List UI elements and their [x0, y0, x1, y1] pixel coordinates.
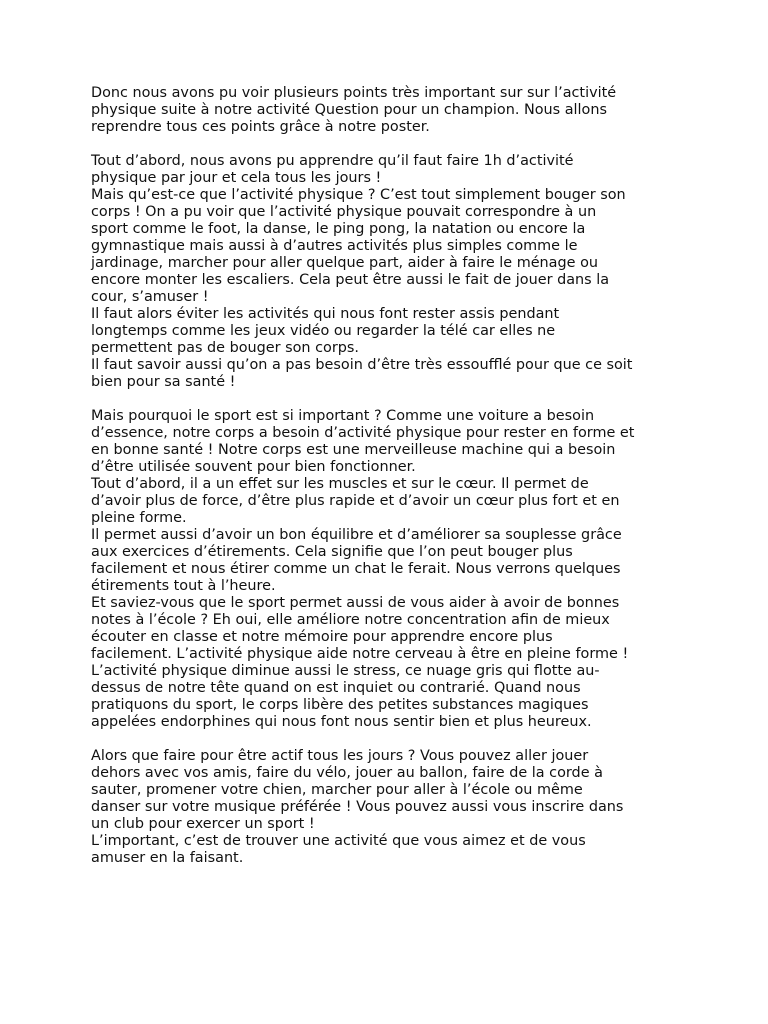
text-line: physique suite à notre activité Question pour un champion. Nous allons: [91, 102, 607, 118]
text-line: pleine forme.: [91, 510, 187, 526]
text-line: jardinage, marcher pour aller quelque part, aider à faire le ménage ou: [91, 255, 598, 271]
text-line: Alors que faire pour être actif tous les jours ? Vous pouvez aller jouer: [91, 748, 589, 764]
text-line: reprendre tous ces points grâce à notre poster.: [91, 119, 430, 135]
text-line: dehors avec vos amis, faire du vélo, jouer au ballon, faire de la corde à: [91, 765, 603, 781]
text-line: sauter, promener votre chien, marcher pour aller à l’école ou même: [91, 782, 583, 798]
text-line: notes à l’école ? Eh oui, elle améliore notre concentration afin de mieux: [91, 612, 610, 628]
text-line: Tout d’abord, il a un effet sur les muscles et sur le cœur. Il permet de: [91, 476, 589, 492]
text-line: facilement et nous étirer comme un chat le ferait. Nous verrons quelques: [91, 561, 621, 577]
text-line: Il permet aussi d’avoir un bon équilibre et d’améliorer sa souplesse grâce: [91, 527, 622, 543]
text-line: appelées endorphines qui nous font nous sentir bien et plus heureux.: [91, 714, 592, 730]
text-line: d’être utilisée souvent pour bien fonctionner.: [91, 459, 416, 475]
text-line: physique par jour et cela tous les jours !: [91, 170, 382, 186]
document-body: [91, 85, 691, 867]
text-line: danser sur votre musique préférée ! Vous pouvez aussi vous inscrire dans: [91, 799, 624, 815]
text-line: Mais qu’est-ce que l’activité physique ? C’est tout simplement bouger son: [91, 187, 626, 203]
text-line: L’activité physique diminue aussi le stress, ce nuage gris qui flotte au-: [91, 663, 600, 679]
paragraph: [91, 408, 691, 731]
paragraph: [91, 153, 691, 391]
paragraph: [91, 85, 691, 136]
text-line: encore monter les escaliers. Cela peut être aussi le fait de jouer dans la: [91, 272, 610, 288]
text-line: permettent pas de bouger son corps.: [91, 340, 359, 356]
text-line: Il faut alors éviter les activités qui nous font rester assis pendant: [91, 306, 560, 322]
text-line: étirements tout à l’heure.: [91, 578, 276, 594]
text-line: d’essence, notre corps a besoin d’activité physique pour rester en forme et: [91, 425, 635, 441]
text-line: dessus de notre tête quand on est inquiet ou contrarié. Quand nous: [91, 680, 581, 696]
text-line: facilement. L’activité physique aide notre cerveau à être en pleine forme !: [91, 646, 629, 662]
text-line: écouter en classe et notre mémoire pour apprendre encore plus: [91, 629, 553, 645]
text-line: Il faut savoir aussi qu’on a pas besoin d’être très essoufflé pour que ce soit: [91, 357, 633, 373]
text-line: longtemps comme les jeux vidéo ou regarder la télé car elles ne: [91, 323, 556, 339]
text-line: en bonne santé ! Notre corps est une merveilleuse machine qui a besoin: [91, 442, 616, 458]
text-line: d’avoir plus de force, d’être plus rapide et d’avoir un cœur plus fort et en: [91, 493, 620, 509]
text-line: pratiquons du sport, le corps libère des petites substances magiques: [91, 697, 589, 713]
text-line: Et saviez-vous que le sport permet aussi de vous aider à avoir de bonnes: [91, 595, 620, 611]
text-line: bien pour sa santé !: [91, 374, 236, 390]
text-line: corps ! On a pu voir que l’activité physique pouvait correspondre à un: [91, 204, 597, 220]
text-line: sport comme le foot, la danse, le ping pong, la natation ou encore la: [91, 221, 586, 237]
text-line: aux exercices d’étirements. Cela signifie que l’on peut bouger plus: [91, 544, 573, 560]
text-line: L’important, c’est de trouver une activité que vous aimez et de vous: [91, 833, 586, 849]
text-line: amuser en la faisant.: [91, 850, 244, 866]
text-line: Donc nous avons pu voir plusieurs points très important sur sur l’activité: [91, 85, 617, 101]
text-line: un club pour exercer un sport !: [91, 816, 315, 832]
text-line: cour, s’amuser !: [91, 289, 209, 305]
paragraph: [91, 748, 691, 867]
text-line: gymnastique mais aussi à d’autres activités plus simples comme le: [91, 238, 578, 254]
text-line: Mais pourquoi le sport est si important ? Comme une voiture a besoin: [91, 408, 595, 424]
text-line: Tout d’abord, nous avons pu apprendre qu’il faut faire 1h d’activité: [91, 153, 574, 169]
